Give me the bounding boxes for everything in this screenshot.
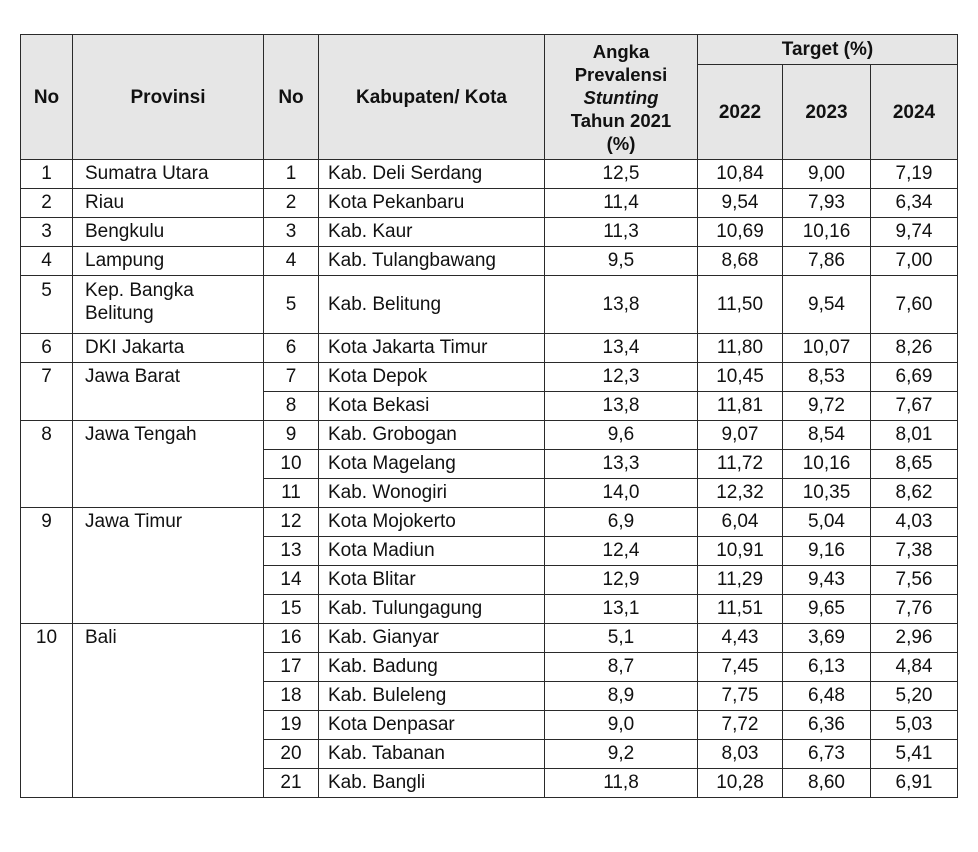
header-prevalence-line2: Prevalensi xyxy=(574,63,668,85)
target-2023: 6,48 xyxy=(783,682,871,711)
target-2022: 8,68 xyxy=(698,247,783,276)
target-2022: 11,51 xyxy=(698,595,783,624)
target-2023: 9,72 xyxy=(783,392,871,421)
target-2024: 5,03 xyxy=(871,711,958,740)
header-prevalence-line5: (%) xyxy=(606,132,636,154)
target-2022: 10,45 xyxy=(698,363,783,392)
target-2022: 12,32 xyxy=(698,479,783,508)
province-no: 9 xyxy=(21,508,73,624)
regency-no: 21 xyxy=(264,769,319,798)
header-prevalence-line3: Stunting xyxy=(583,86,659,108)
table-row xyxy=(21,508,958,537)
province-name-line1: Kep. Bangka xyxy=(85,280,194,301)
province-name: Jawa Timur xyxy=(73,508,264,624)
regency-name: Kab. Tulungagung xyxy=(319,595,545,624)
prevalence-2021: 14,0 xyxy=(545,479,698,508)
header-prevalence-line4: Tahun 2021 xyxy=(570,109,672,131)
regency-no: 8 xyxy=(264,392,319,421)
province-name-line2: Belitung xyxy=(85,303,154,324)
province-no: 10 xyxy=(21,624,73,798)
regency-no: 1 xyxy=(264,160,319,189)
prevalence-2021: 11,8 xyxy=(545,769,698,798)
regency-name: Kota Mojokerto xyxy=(319,508,545,537)
regency-no: 7 xyxy=(264,363,319,392)
table-row xyxy=(21,218,958,247)
regency-name: Kota Magelang xyxy=(319,450,545,479)
regency-name: Kab. Badung xyxy=(319,653,545,682)
target-2024: 7,00 xyxy=(871,247,958,276)
regency-no: 5 xyxy=(264,276,319,334)
stunting-target-table xyxy=(20,34,958,798)
province-no: 8 xyxy=(21,421,73,508)
target-2022: 11,29 xyxy=(698,566,783,595)
table-row xyxy=(21,160,958,189)
target-2023: 8,53 xyxy=(783,363,871,392)
prevalence-2021: 13,3 xyxy=(545,450,698,479)
province-no: 2 xyxy=(21,189,73,218)
prevalence-2021: 9,2 xyxy=(545,740,698,769)
regency-no: 18 xyxy=(264,682,319,711)
regency-no: 3 xyxy=(264,218,319,247)
regency-name: Kab. Bangli xyxy=(319,769,545,798)
target-2022: 11,80 xyxy=(698,334,783,363)
regency-name: Kota Blitar xyxy=(319,566,545,595)
table-row xyxy=(21,247,958,276)
regency-name: Kab. Tulangbawang xyxy=(319,247,545,276)
regency-name: Kab. Deli Serdang xyxy=(319,160,545,189)
target-2023: 3,69 xyxy=(783,624,871,653)
province-no: 3 xyxy=(21,218,73,247)
target-2024: 7,56 xyxy=(871,566,958,595)
prevalence-2021: 5,1 xyxy=(545,624,698,653)
province-name xyxy=(73,276,264,334)
regency-no: 14 xyxy=(264,566,319,595)
target-2024: 8,01 xyxy=(871,421,958,450)
regency-no: 6 xyxy=(264,334,319,363)
target-2022: 7,75 xyxy=(698,682,783,711)
target-2023: 6,13 xyxy=(783,653,871,682)
target-2022: 11,50 xyxy=(698,276,783,334)
target-2024: 7,67 xyxy=(871,392,958,421)
regency-no: 11 xyxy=(264,479,319,508)
table-row xyxy=(21,624,958,653)
target-2022: 9,54 xyxy=(698,189,783,218)
regency-name: Kota Pekanbaru xyxy=(319,189,545,218)
target-2023: 10,07 xyxy=(783,334,871,363)
regency-name: Kab. Buleleng xyxy=(319,682,545,711)
target-2024: 5,20 xyxy=(871,682,958,711)
regency-name: Kab. Grobogan xyxy=(319,421,545,450)
regency-name: Kab. Kaur xyxy=(319,218,545,247)
target-2024: 8,65 xyxy=(871,450,958,479)
prevalence-2021: 8,7 xyxy=(545,653,698,682)
prevalence-2021: 12,3 xyxy=(545,363,698,392)
target-2022: 7,45 xyxy=(698,653,783,682)
prevalence-2021: 6,9 xyxy=(545,508,698,537)
province-name: Bengkulu xyxy=(73,218,264,247)
province-no: 7 xyxy=(21,363,73,421)
target-2024: 4,03 xyxy=(871,508,958,537)
header-no-regency: No xyxy=(264,35,319,160)
target-2024: 8,26 xyxy=(871,334,958,363)
prevalence-2021: 13,8 xyxy=(545,276,698,334)
prevalence-2021: 9,5 xyxy=(545,247,698,276)
regency-no: 15 xyxy=(264,595,319,624)
regency-name: Kab. Gianyar xyxy=(319,624,545,653)
regency-name: Kota Bekasi xyxy=(319,392,545,421)
target-2024: 7,38 xyxy=(871,537,958,566)
regency-no: 17 xyxy=(264,653,319,682)
target-2024: 4,84 xyxy=(871,653,958,682)
target-2024: 9,74 xyxy=(871,218,958,247)
regency-no: 19 xyxy=(264,711,319,740)
table-row xyxy=(21,334,958,363)
province-no: 5 xyxy=(21,276,73,334)
header-prevalence xyxy=(545,35,698,160)
target-2023: 8,54 xyxy=(783,421,871,450)
province-no: 1 xyxy=(21,160,73,189)
table-row xyxy=(21,276,958,334)
target-2023: 9,16 xyxy=(783,537,871,566)
target-2024: 7,19 xyxy=(871,160,958,189)
table-row xyxy=(21,363,958,392)
target-2023: 6,36 xyxy=(783,711,871,740)
target-2024: 6,69 xyxy=(871,363,958,392)
header-target: Target (%) xyxy=(698,35,958,65)
prevalence-2021: 12,5 xyxy=(545,160,698,189)
prevalence-2021: 13,1 xyxy=(545,595,698,624)
province-name: Jawa Tengah xyxy=(73,421,264,508)
prevalence-2021: 12,9 xyxy=(545,566,698,595)
target-2022: 9,07 xyxy=(698,421,783,450)
prevalence-2021: 9,0 xyxy=(545,711,698,740)
prevalence-2021: 11,4 xyxy=(545,189,698,218)
header-prevalence-line1: Angka xyxy=(592,40,650,62)
target-2023: 10,35 xyxy=(783,479,871,508)
target-2022: 6,04 xyxy=(698,508,783,537)
province-no: 4 xyxy=(21,247,73,276)
province-name: DKI Jakarta xyxy=(73,334,264,363)
target-2024: 6,34 xyxy=(871,189,958,218)
regency-no: 16 xyxy=(264,624,319,653)
header-year-2022: 2022 xyxy=(698,65,783,160)
header-year-2024: 2024 xyxy=(871,65,958,160)
regency-no: 9 xyxy=(264,421,319,450)
header-province: Provinsi xyxy=(73,35,264,160)
target-2023: 10,16 xyxy=(783,218,871,247)
target-2023: 9,00 xyxy=(783,160,871,189)
target-2024: 2,96 xyxy=(871,624,958,653)
prevalence-2021: 12,4 xyxy=(545,537,698,566)
province-name: Lampung xyxy=(73,247,264,276)
regency-no: 4 xyxy=(264,247,319,276)
target-2022: 10,69 xyxy=(698,218,783,247)
regency-no: 13 xyxy=(264,537,319,566)
regency-name: Kab. Wonogiri xyxy=(319,479,545,508)
prevalence-2021: 13,8 xyxy=(545,392,698,421)
target-2023: 8,60 xyxy=(783,769,871,798)
target-2022: 8,03 xyxy=(698,740,783,769)
table-row xyxy=(21,421,958,450)
header-regency-city: Kabupaten/ Kota xyxy=(319,35,545,160)
target-2022: 10,91 xyxy=(698,537,783,566)
target-2024: 7,76 xyxy=(871,595,958,624)
target-2023: 5,04 xyxy=(783,508,871,537)
prevalence-2021: 11,3 xyxy=(545,218,698,247)
regency-name: Kota Madiun xyxy=(319,537,545,566)
target-2023: 7,86 xyxy=(783,247,871,276)
target-2024: 8,62 xyxy=(871,479,958,508)
target-2023: 7,93 xyxy=(783,189,871,218)
target-2023: 9,65 xyxy=(783,595,871,624)
regency-name: Kab. Belitung xyxy=(319,276,545,334)
header-year-2023: 2023 xyxy=(783,65,871,160)
regency-name: Kab. Tabanan xyxy=(319,740,545,769)
target-2022: 7,72 xyxy=(698,711,783,740)
target-2024: 7,60 xyxy=(871,276,958,334)
prevalence-2021: 13,4 xyxy=(545,334,698,363)
province-name: Jawa Barat xyxy=(73,363,264,421)
table-row xyxy=(21,189,958,218)
target-2023: 9,54 xyxy=(783,276,871,334)
target-2023: 6,73 xyxy=(783,740,871,769)
target-2022: 11,72 xyxy=(698,450,783,479)
target-2022: 10,84 xyxy=(698,160,783,189)
target-2022: 4,43 xyxy=(698,624,783,653)
province-name: Sumatra Utara xyxy=(73,160,264,189)
prevalence-2021: 8,9 xyxy=(545,682,698,711)
province-name: Riau xyxy=(73,189,264,218)
regency-no: 20 xyxy=(264,740,319,769)
target-2023: 9,43 xyxy=(783,566,871,595)
province-name: Bali xyxy=(73,624,264,798)
regency-name: Kota Jakarta Timur xyxy=(319,334,545,363)
province-no: 6 xyxy=(21,334,73,363)
target-2023: 10,16 xyxy=(783,450,871,479)
regency-no: 10 xyxy=(264,450,319,479)
target-2024: 5,41 xyxy=(871,740,958,769)
regency-no: 12 xyxy=(264,508,319,537)
regency-name: Kota Denpasar xyxy=(319,711,545,740)
prevalence-2021: 9,6 xyxy=(545,421,698,450)
regency-name: Kota Depok xyxy=(319,363,545,392)
header-no-province: No xyxy=(21,35,73,160)
target-2024: 6,91 xyxy=(871,769,958,798)
target-2022: 11,81 xyxy=(698,392,783,421)
regency-no: 2 xyxy=(264,189,319,218)
target-2022: 10,28 xyxy=(698,769,783,798)
